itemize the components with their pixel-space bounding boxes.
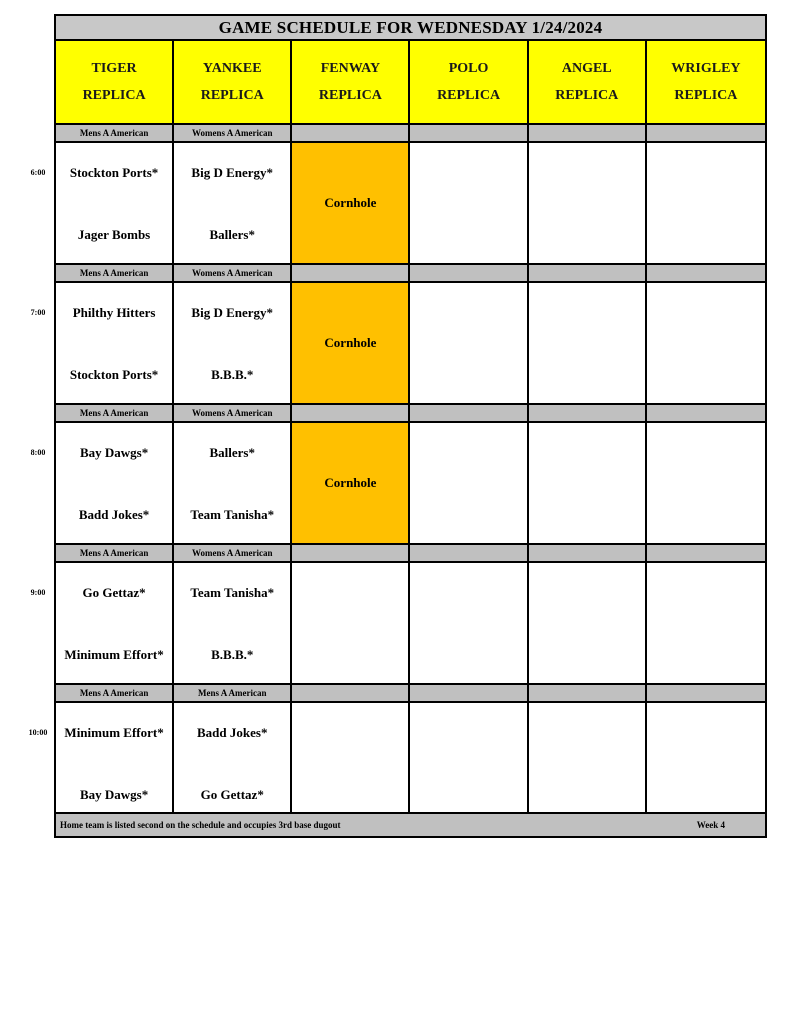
field-header-row xyxy=(54,41,767,125)
home-team: Bay Dawgs* xyxy=(79,787,149,802)
time-label: 8:00 xyxy=(30,448,46,457)
field-name: FENWAY xyxy=(320,61,381,76)
schedule-title: GAME SCHEDULE FOR WEDNESDAY 1/24/2024 xyxy=(54,14,767,41)
division-row xyxy=(54,265,767,283)
division-label xyxy=(647,545,765,561)
home-team: Ballers* xyxy=(209,227,255,242)
field-name: POLO xyxy=(448,61,489,76)
game-row xyxy=(54,563,767,685)
empty-cell xyxy=(529,283,647,403)
division-row xyxy=(54,685,767,703)
division-label xyxy=(292,405,410,421)
division-label xyxy=(647,405,765,421)
matchup-cell xyxy=(174,703,292,823)
empty-cell xyxy=(647,563,765,683)
home-team: B.B.B.* xyxy=(211,647,254,662)
empty-cell xyxy=(647,283,765,403)
field-header-yankee xyxy=(174,41,292,123)
empty-cell xyxy=(647,703,765,823)
matchup-cell xyxy=(56,563,174,683)
away-team: Minimum Effort* xyxy=(64,725,164,740)
matchup-cell xyxy=(174,143,292,263)
division-label xyxy=(529,265,647,281)
empty-cell xyxy=(292,563,410,683)
away-team: Philthy Hitters xyxy=(72,305,156,320)
field-header-angel xyxy=(529,41,647,123)
home-team-note: Home team is listed second on the schedule and occupies 3rd base dugout xyxy=(60,820,341,830)
division-row xyxy=(54,405,767,423)
division-label: Mens A American xyxy=(56,545,174,561)
division-label xyxy=(410,545,528,561)
game-row xyxy=(54,423,767,545)
field-type: REPLICA xyxy=(82,88,146,103)
away-team: Ballers* xyxy=(209,445,255,460)
matchup-cell xyxy=(56,423,174,543)
division-label xyxy=(292,545,410,561)
division-label: Mens A American xyxy=(56,685,174,701)
event-cell xyxy=(292,143,410,263)
empty-cell xyxy=(410,423,528,543)
empty-cell xyxy=(529,703,647,823)
field-name: ANGEL xyxy=(561,61,612,76)
away-team: Bay Dawgs* xyxy=(79,445,149,460)
division-label: Womens A American xyxy=(174,405,292,421)
time-slot xyxy=(54,545,767,685)
away-team: Team Tanisha* xyxy=(190,585,275,600)
division-label xyxy=(410,685,528,701)
home-team: B.B.B.* xyxy=(211,367,254,382)
away-team: Big D Energy* xyxy=(191,165,274,180)
empty-cell xyxy=(410,703,528,823)
event-name: Cornhole xyxy=(324,195,377,210)
empty-cell xyxy=(410,143,528,263)
field-header-polo xyxy=(410,41,528,123)
field-type: REPLICA xyxy=(674,88,738,103)
event-cell xyxy=(292,423,410,543)
division-label xyxy=(410,405,528,421)
field-header-tiger xyxy=(56,41,174,123)
division-label xyxy=(647,125,765,141)
division-label xyxy=(529,545,647,561)
division-label: Mens A American xyxy=(174,685,292,701)
home-team: Stockton Ports* xyxy=(69,367,159,382)
away-team: Badd Jokes* xyxy=(197,725,268,740)
time-slot xyxy=(54,405,767,545)
game-row xyxy=(54,143,767,265)
time-slot xyxy=(54,125,767,265)
empty-cell xyxy=(647,143,765,263)
event-name: Cornhole xyxy=(324,475,377,490)
division-label xyxy=(529,405,647,421)
field-type: REPLICA xyxy=(437,88,501,103)
home-team: Badd Jokes* xyxy=(78,507,150,522)
time-label: 9:00 xyxy=(30,588,46,597)
home-team: Team Tanisha* xyxy=(190,507,275,522)
field-type: REPLICA xyxy=(200,88,264,103)
week-label: Week 4 xyxy=(696,820,725,830)
schedule-sheet xyxy=(54,14,767,838)
division-label: Womens A American xyxy=(174,265,292,281)
matchup-cell xyxy=(56,143,174,263)
home-team: Go Gettaz* xyxy=(200,787,264,802)
division-label xyxy=(647,265,765,281)
division-label xyxy=(529,125,647,141)
division-label: Mens A American xyxy=(56,405,174,421)
field-header-wrigley xyxy=(647,41,765,123)
empty-cell xyxy=(529,143,647,263)
matchup-cell xyxy=(174,423,292,543)
empty-cell xyxy=(292,703,410,823)
game-row xyxy=(54,283,767,405)
away-team: Stockton Ports* xyxy=(69,165,159,180)
field-header-fenway xyxy=(292,41,410,123)
matchup-cell xyxy=(174,283,292,403)
empty-cell xyxy=(647,423,765,543)
division-label: Mens A American xyxy=(56,265,174,281)
event-name: Cornhole xyxy=(324,335,377,350)
field-type: REPLICA xyxy=(555,88,619,103)
field-name: YANKEE xyxy=(202,61,262,76)
schedule-footer xyxy=(54,812,767,838)
matchup-cell xyxy=(56,703,174,823)
time-label: 7:00 xyxy=(30,308,46,317)
away-team: Big D Energy* xyxy=(191,305,274,320)
time-slot xyxy=(54,685,767,825)
division-label xyxy=(292,685,410,701)
event-cell xyxy=(292,283,410,403)
division-label xyxy=(410,125,528,141)
time-label: 10:00 xyxy=(28,728,48,737)
empty-cell xyxy=(410,283,528,403)
division-label: Mens A American xyxy=(56,125,174,141)
division-label: Womens A American xyxy=(174,545,292,561)
time-label: 6:00 xyxy=(30,168,46,177)
matchup-cell xyxy=(174,563,292,683)
division-label xyxy=(529,685,647,701)
empty-cell xyxy=(410,563,528,683)
division-row xyxy=(54,125,767,143)
division-row xyxy=(54,545,767,563)
empty-cell xyxy=(529,423,647,543)
division-label xyxy=(647,685,765,701)
division-label xyxy=(292,125,410,141)
division-label xyxy=(410,265,528,281)
matchup-cell xyxy=(56,283,174,403)
division-label: Womens A American xyxy=(174,125,292,141)
home-team: Jager Bombs xyxy=(77,227,151,242)
empty-cell xyxy=(529,563,647,683)
field-name: WRIGLEY xyxy=(671,61,741,76)
field-name: TIGER xyxy=(91,61,137,76)
time-slot xyxy=(54,265,767,405)
division-label xyxy=(292,265,410,281)
game-row xyxy=(54,703,767,825)
away-team: Go Gettaz* xyxy=(82,585,146,600)
home-team: Minimum Effort* xyxy=(64,647,164,662)
field-type: REPLICA xyxy=(318,88,382,103)
